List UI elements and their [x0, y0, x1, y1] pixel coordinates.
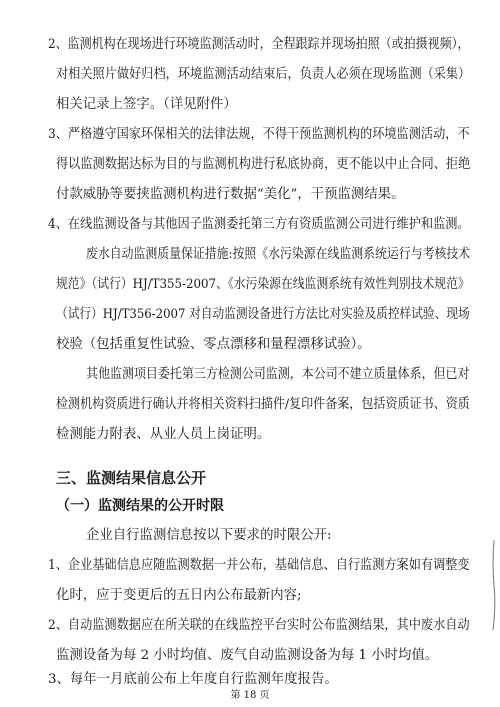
page-number: 第 18 页: [230, 690, 270, 701]
item-3-line-2: 得以监测数据达标为目的与监测机构进行私底协商，更不能以中止合同、拒绝: [56, 157, 471, 172]
item-3-line-1: 3、严格遵守国家环保相关的法律法规，不得干预监测机构的环境监测活动，不: [48, 127, 470, 142]
other-para-line-2: 检测机构资质进行确认并将相关资料扫描件/复印件备案，包括资质证书、资质: [56, 397, 470, 412]
rule-3-line-1: 3、每年一月底前公布上年度自行监测年度报告。: [48, 672, 338, 687]
item-3-line-3: 付款威胁等要挟监测机构进行数据“美化”，干预监测结果。: [56, 187, 405, 202]
subsection-heading: （一）监测结果的公开时限: [56, 498, 224, 514]
wastewater-para-line-4: 校验（包括重复性试验、零点漂移和量程漂移试验）。: [56, 337, 371, 352]
item-2-line-2: 对相关照片做好归档，环境监测活动结束后，负责人必须在现场监测（采集）: [56, 67, 471, 82]
wastewater-para-line-3: （试行）HJ/T356-2007 对自动监测设备进行方法比对实验及质控样试验、现场: [56, 307, 470, 322]
intro-text: 企业自行监测信息按以下要求的时限公开:: [86, 528, 332, 543]
rule-2-line-1: 2、自动监测数据应在所关联的在线监控平台实时公布监测结果，其中废水自动: [48, 618, 470, 633]
item-4-line-1: 4、在线监测设备与其他因子监测委托第三方有资质监测公司进行维护和监测。: [48, 217, 470, 232]
item-2-line-1: 2、监测机构在现场进行环境监测活动时，全程跟踪并现场拍照（或拍摄视频），: [48, 37, 470, 52]
rule-2-line-2: 监测设备为每 2 小时均值、废气自动监测设备为每 1 小时均值。: [56, 648, 439, 663]
wastewater-para-line-1: 废水自动监测质量保证措施:按照《水污染源在线监测系统运行与考核技术: [86, 247, 471, 262]
rule-1-line-2: 化时，应于变更后的五日内公布最新内容;: [56, 588, 302, 603]
other-para-line-3: 检测能力附表、从业人员上岗证明。: [56, 427, 271, 442]
rule-1-line-1: 1、企业基础信息应随监测数据一并公布，基础信息、自行监测方案如有调整变: [48, 558, 470, 573]
scan-edge-mark: [491, 540, 497, 630]
wastewater-para-line-2: 规范》（试行）HJ/T355-2007、《水污染源在线监测系统有效性判别技术规范》: [56, 277, 470, 292]
section-heading: 三、监测结果信息公开: [56, 469, 207, 487]
other-para-line-1: 其他监测项目委托第三方检测公司监测，本公司不建立质量体系，但已对: [86, 367, 470, 382]
item-2-line-3: 相关记录上签字。（详见附件）: [56, 97, 237, 112]
